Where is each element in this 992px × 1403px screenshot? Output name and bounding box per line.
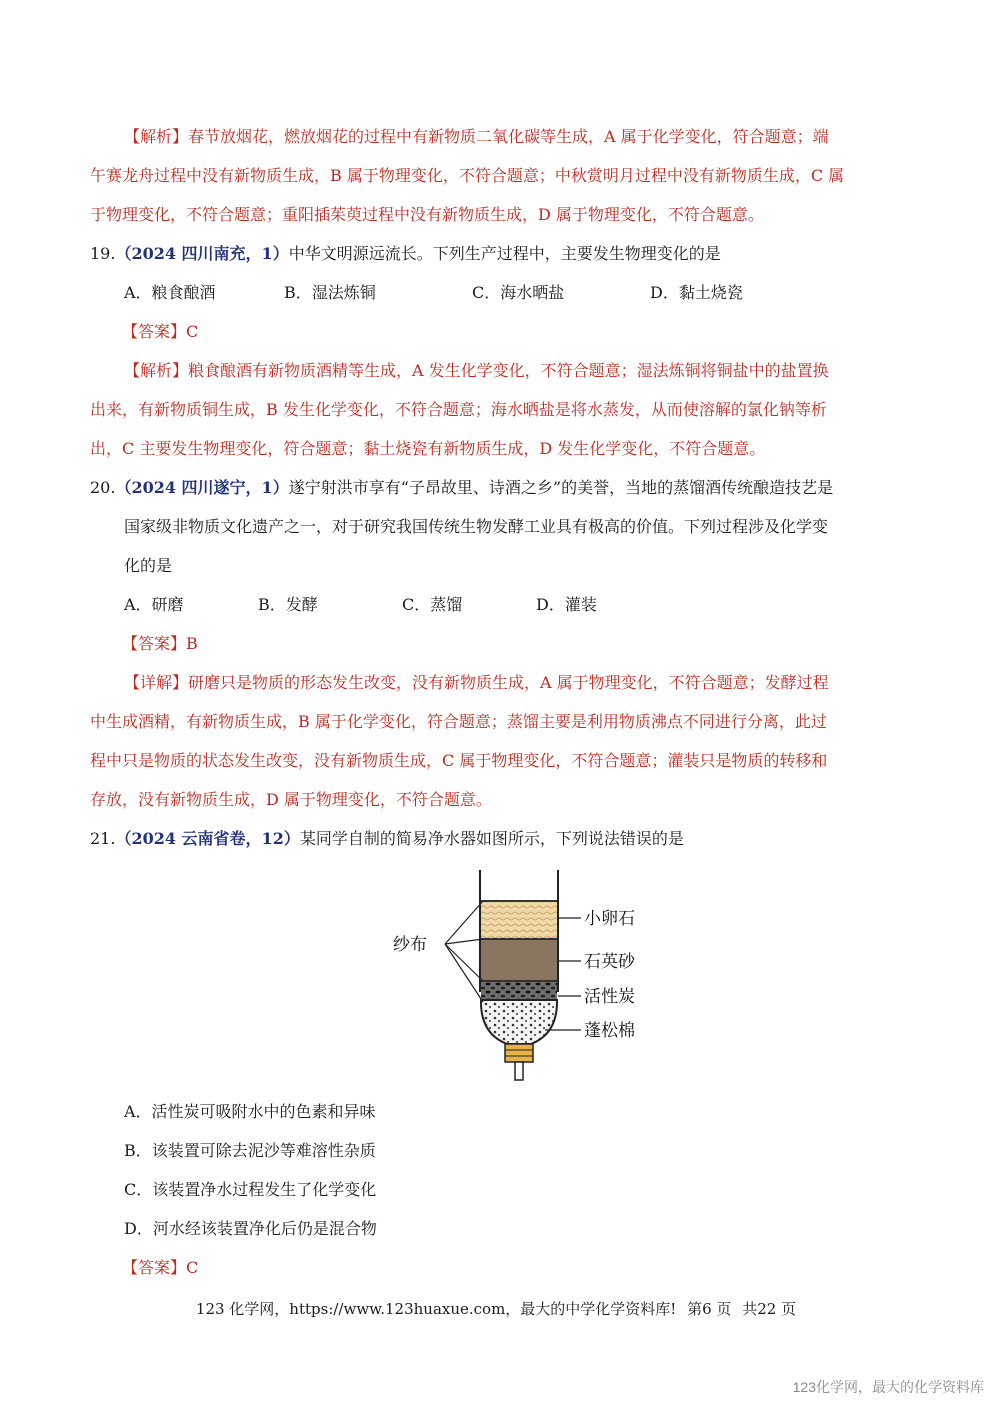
q19-stem-line	[90, 243, 905, 265]
q21-option-c: C．该装置净水过程发生了化学变化	[124, 1180, 377, 1199]
q20-options	[124, 594, 824, 616]
question-source: （2024 云南省卷，12）	[115, 829, 300, 848]
outlet-pipe	[515, 1062, 523, 1080]
question-number: 19.	[90, 244, 116, 263]
q19-options	[124, 282, 824, 304]
q21-stem-line	[90, 828, 905, 850]
option-b: B．发酵	[258, 595, 318, 614]
q19-analysis-line-1: 【解析】粮食酿酒有新物质酒精等生成，A 发生化学变化，不符合题意；湿法炼铜将铜盐中的盐置换	[124, 361, 829, 380]
label-quartz-sand: 石英砂	[584, 952, 635, 972]
q20-analysis-line-2: 中生成酒精，有新物质生成，B 属于化学变化，符合题意；蒸馏主要是利用物质沸点不同进行分离，此过	[90, 712, 827, 731]
question-source: （2024 四川遂宁，1）	[115, 478, 289, 497]
q19-analysis-line-2: 出来，有新物质铜生成，B 发生化学变化，不符合题意；海水晒盐是将水蒸发，从而使溶解的氯化钠等析	[90, 400, 827, 419]
q19-analysis-line-3: 出，C 主要发生物理变化，符合题意；黏土烧瓷有新物质生成，D 发生化学变化，不符合题意。	[90, 439, 766, 458]
option-d: D．灌装	[536, 595, 597, 614]
option-c: C．海水晒盐	[472, 283, 565, 302]
quartz-sand-layer	[481, 940, 557, 980]
q20-analysis-line-1: 【详解】研磨只是物质的形态发生改变，没有新物质生成，A 属于物理变化，不符合题意；发酵过程	[124, 673, 829, 692]
q18-analysis-line-2: 午赛龙舟过程中没有新物质生成，B 属于物理变化，不符合题意；中秋赏明月过程中没有新物质生成，C 属	[90, 166, 845, 185]
q21-option-b: B．该装置可除去泥沙等难溶性杂质	[124, 1141, 376, 1160]
question-stem: 遂宁射洪市享有“子昂故里、诗酒之乡”的美誉，当地的蒸馏酒传统酿造技艺是	[288, 478, 834, 497]
footer-page-number: 第6 页	[687, 1300, 732, 1318]
q21-answer: 【答案】C	[122, 1258, 199, 1277]
label-cotton: 蓬松棉	[584, 1021, 635, 1041]
activated-carbon-layer	[481, 982, 557, 1000]
question-number: 21.	[90, 829, 116, 848]
q21-option-a: A．活性炭可吸附水中的色素和异味	[124, 1102, 376, 1121]
pebble-layer	[481, 902, 557, 938]
question-source: （2024 四川南充，1）	[115, 244, 289, 263]
option-a: A．粮食酿酒	[124, 283, 216, 302]
q20-stem-line-2: 国家级非物质文化遗产之一，对于研究我国传统生物发酵工业具有极高的价值。下列过程涉及化学变	[124, 517, 829, 536]
option-a: A．研磨	[124, 595, 184, 614]
q20-analysis-line-3: 程中只是物质的状态发生改变，没有新物质生成，C 属于物理变化，不符合题意；灌装只是物质的转移和	[90, 751, 828, 770]
footer-site: 123 化学网，https://www.123huaxue.com，最大的中学化学资料库!	[195, 1300, 677, 1318]
option-c: C．蒸馏	[402, 595, 463, 614]
q18-analysis-line-3: 于物理变化，不符合题意；重阳插茱萸过程中没有新物质生成，D 属于物理变化，不符合题意。	[90, 205, 764, 224]
option-d: D．黏土烧瓷	[650, 283, 743, 302]
q18-analysis-line-1: 【解析】春节放烟花，燃放烟花的过程中有新物质二氧化碳等生成，A 属于化学变化，符合题意；端	[124, 127, 829, 146]
question-stem: 中华文明源远流长。下列生产过程中，主要发生物理变化的是	[288, 244, 721, 263]
watermark: 123化学网，最大的化学资料库	[792, 1379, 984, 1395]
question-stem: 某同学自制的简易净水器如图所示，下列说法错误的是	[299, 829, 684, 848]
label-pebbles: 小卵石	[584, 909, 635, 929]
label-activated-carbon: 活性炭	[584, 987, 635, 1007]
page-footer	[0, 1298, 992, 1320]
cotton-layer	[481, 1000, 557, 1044]
label-gauze: 纱布	[393, 935, 427, 955]
q21-option-d: D．河水经该装置净化后仍是混合物	[124, 1219, 377, 1238]
q19-answer: 【答案】C	[122, 322, 199, 341]
question-number: 20.	[90, 478, 116, 497]
q20-answer: 【答案】B	[122, 634, 198, 653]
water-filter-diagram	[385, 862, 645, 1086]
option-b: B．湿法炼铜	[284, 283, 376, 302]
outlet-cap	[505, 1044, 533, 1062]
q20-analysis-line-4: 存放，没有新物质生成，D 属于物理变化，不符合题意。	[90, 790, 492, 809]
q20-stem-line-1	[90, 477, 905, 499]
q20-stem-line-3: 化的是	[124, 556, 173, 575]
footer-total-pages: 共22 页	[742, 1300, 797, 1318]
